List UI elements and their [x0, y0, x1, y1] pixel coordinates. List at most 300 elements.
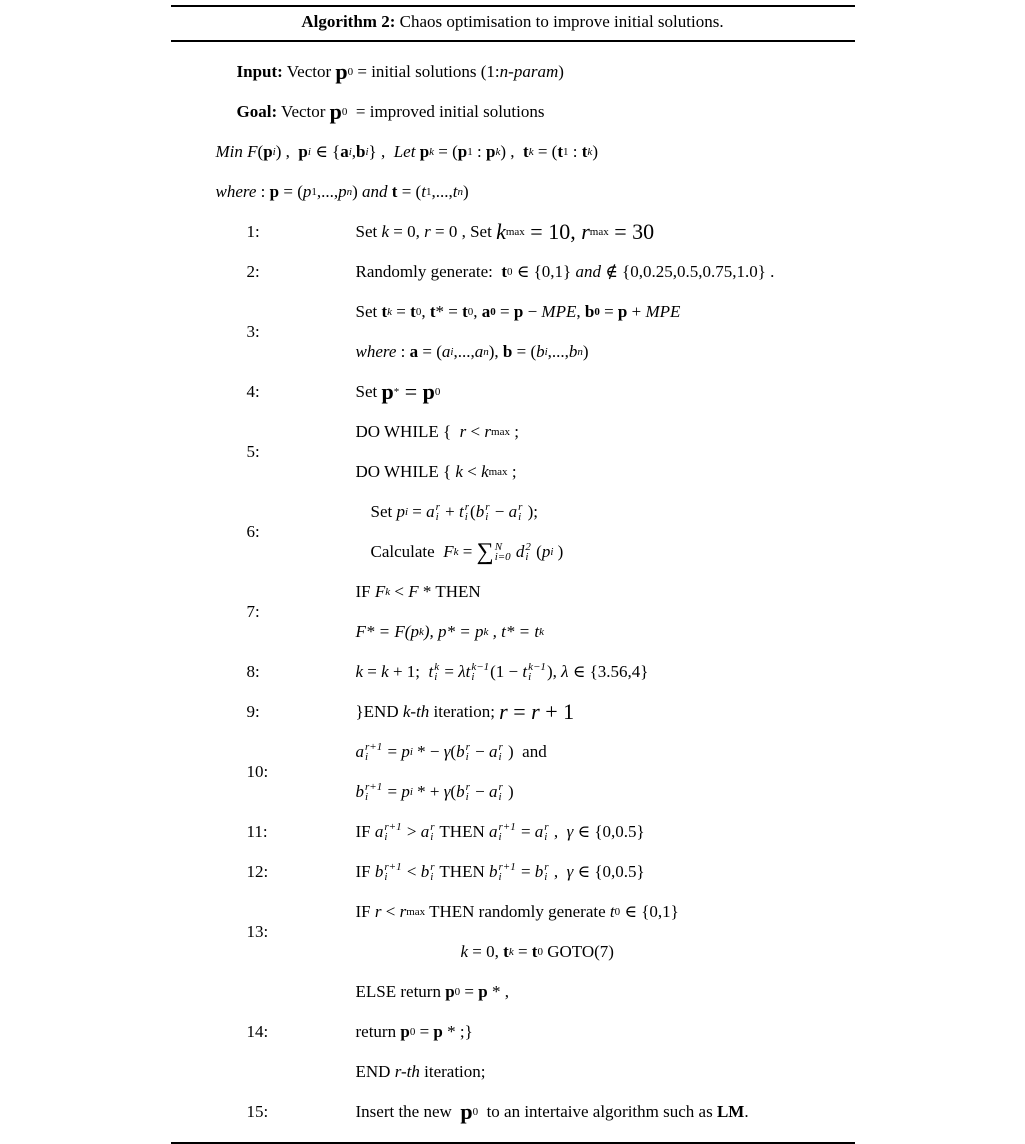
text-token: p — [396, 501, 405, 521]
text-token: ∈ {0,1} — [512, 261, 576, 281]
row-number: 4: — [246, 381, 260, 401]
text-token: a — [488, 781, 498, 801]
text-token: p — [486, 141, 496, 161]
row-line — [356, 576, 855, 607]
row-number-column — [171, 416, 356, 496]
text-token: where — [215, 181, 257, 201]
text-token: ,..., — [547, 341, 569, 361]
text-token: and — [362, 181, 388, 201]
text-token: DO WHILE { — [355, 461, 456, 481]
text-token: a — [488, 741, 498, 761]
text-token: 1 — [563, 145, 569, 158]
text-token: b — [355, 781, 364, 801]
text-token: p — [338, 181, 347, 201]
text-token: r — [499, 698, 508, 724]
row-number-column — [171, 856, 356, 896]
text-token: k — [528, 145, 534, 158]
math-stack: r i — [544, 860, 549, 883]
text-token: = — [458, 541, 477, 561]
text-token: p — [422, 378, 435, 404]
row-number: 12: — [246, 861, 269, 881]
text-token: t — [459, 501, 464, 521]
text-token: MPE — [541, 301, 577, 321]
text-token: max — [589, 225, 609, 238]
text-token: γ — [566, 861, 574, 881]
text-token: b — [356, 141, 366, 161]
row-line — [356, 376, 855, 407]
preamble-line — [171, 176, 855, 207]
row-line — [356, 736, 855, 767]
text-token: = — [415, 1021, 434, 1041]
math-stack: r i — [464, 500, 470, 523]
text-token: p — [419, 141, 430, 161]
math-stack: r i — [485, 500, 490, 523]
text-token: Set — [370, 501, 397, 521]
text-token: = ( — [512, 341, 537, 361]
row-number: 15: — [246, 1101, 269, 1121]
row-number: 8: — [246, 661, 260, 681]
text-token: ), — [488, 341, 503, 361]
text-token: n-param — [499, 61, 559, 81]
text-token: k — [385, 585, 391, 598]
row-lines — [356, 216, 855, 256]
text-token: 0 — [409, 1025, 416, 1038]
text-token: p — [263, 141, 273, 161]
text-token: − — [470, 741, 489, 761]
row-number-column — [171, 736, 356, 816]
text-token: * THEN — [418, 581, 481, 601]
text-token: : — [396, 341, 410, 361]
text-token: n — [346, 185, 353, 198]
row-number-column — [171, 216, 356, 256]
row-number-column — [171, 256, 356, 296]
text-token: Set — [355, 221, 382, 241]
text-token: * − — [412, 741, 444, 761]
math-stack: r i — [465, 740, 470, 763]
text-token: k — [381, 661, 389, 681]
text-token: = 0 , Set — [430, 221, 497, 241]
text-token: ,..., — [431, 181, 453, 201]
math-stack: r i — [518, 500, 523, 523]
text-token: t — [429, 301, 436, 321]
text-token: n — [483, 345, 489, 358]
text-token: ) — [503, 781, 514, 801]
text-token: p — [381, 378, 394, 404]
text-token: ∑ — [476, 538, 494, 565]
algorithm-row — [171, 896, 855, 976]
row-line — [356, 656, 855, 687]
row-lines — [356, 576, 855, 656]
text-token: k — [481, 461, 489, 481]
text-token: i — [365, 145, 369, 158]
text-token: ∈ {0,1} — [620, 901, 679, 921]
text-token: = 30 — [608, 218, 655, 244]
algorithm-title — [171, 7, 855, 40]
text-token: * + — [412, 781, 444, 801]
row-line — [356, 296, 855, 327]
text-token: < — [402, 861, 421, 881]
text-token: + 1 — [539, 698, 575, 724]
text-token: a — [374, 821, 384, 841]
text-token: Vector — [277, 101, 330, 121]
text-token: } , — [368, 141, 394, 161]
text-token: k — [483, 625, 489, 638]
text-token: p — [541, 541, 551, 561]
row-line — [356, 496, 855, 527]
text-token: b — [420, 861, 430, 881]
text-token: = — [399, 378, 423, 404]
text-token: , — [576, 301, 585, 321]
text-token: = — [599, 301, 618, 321]
row-number: 9: — [246, 701, 260, 721]
text-token: F — [443, 541, 454, 561]
text-token: = — [363, 661, 382, 681]
text-token: k-th — [402, 701, 430, 721]
row-lines — [356, 816, 855, 856]
row-lines — [356, 736, 855, 816]
text-token: max — [491, 425, 510, 438]
algorithm-row — [171, 376, 855, 416]
text-token: ,..., — [316, 181, 339, 201]
text-token: MPE — [645, 301, 681, 321]
algorithm-preamble — [171, 42, 855, 207]
text-token: Min F — [215, 141, 258, 161]
text-token: t — [452, 181, 458, 201]
row-lines — [356, 496, 855, 576]
text-token: ) — [582, 341, 589, 361]
text-token: = — [513, 941, 532, 961]
text-token: ; — [509, 421, 519, 441]
text-token: γ — [443, 781, 451, 801]
preamble-line — [171, 136, 855, 167]
text-token: = 0, — [468, 941, 504, 961]
row-number-column — [171, 656, 356, 696]
row-line — [356, 1016, 855, 1047]
algorithm-row — [171, 256, 855, 296]
text-token: 0 — [594, 305, 600, 318]
text-token: Calculate — [370, 541, 444, 561]
text-token: t — [557, 141, 564, 161]
algorithm-title-label: Algorithm 2: — [301, 12, 396, 31]
text-token: i — [550, 545, 554, 558]
row-line — [356, 336, 855, 367]
algorithm-row — [171, 576, 855, 656]
text-token: n — [457, 185, 463, 198]
text-token: b — [584, 301, 595, 321]
text-token: k — [429, 145, 435, 158]
text-token: a — [534, 821, 544, 841]
algorithm-row — [171, 816, 855, 856]
row-lines — [356, 896, 855, 976]
text-token: a — [441, 341, 451, 361]
text-token: = 0, — [389, 221, 425, 241]
row-number-column — [171, 816, 356, 856]
text-token: t — [523, 141, 529, 161]
text-token: k — [418, 625, 424, 638]
text-token: and — [522, 741, 547, 761]
text-token: b — [568, 341, 578, 361]
text-token: = ( — [533, 141, 558, 161]
text-token: IF — [355, 821, 375, 841]
math-stack: r i — [498, 780, 503, 803]
text-token: THEN — [435, 821, 489, 841]
text-token: ( — [450, 741, 457, 761]
text-token: IF — [355, 901, 375, 921]
text-token: a — [426, 501, 435, 521]
text-token: a — [481, 301, 491, 321]
text-token: a — [420, 821, 430, 841]
text-token: * = — [505, 621, 535, 641]
text-token: 1 — [425, 185, 432, 198]
text-token: t — [501, 621, 506, 641]
text-token: p — [401, 781, 410, 801]
text-token: r — [399, 901, 407, 921]
text-token: + — [440, 501, 460, 521]
text-token: iteration; — [429, 701, 500, 721]
text-token: r — [484, 421, 492, 441]
text-token: where — [355, 341, 397, 361]
text-token: i — [307, 145, 311, 158]
math-stack: r i — [430, 860, 435, 883]
text-token: = — [460, 981, 479, 1001]
text-token: p — [457, 141, 468, 161]
text-token: , — [549, 861, 567, 881]
math-stack: 2 i — [525, 540, 531, 563]
text-token: ), — [423, 621, 438, 641]
text-token: r — [581, 218, 590, 244]
text-token: t — [503, 941, 509, 961]
text-token: : — [472, 141, 486, 161]
text-token: F — [394, 621, 405, 641]
text-token: b — [534, 861, 544, 881]
text-token: Let — [393, 141, 416, 161]
row-number: 5: — [246, 441, 260, 461]
text-token: λ — [561, 661, 569, 681]
text-token: 0 — [341, 105, 348, 118]
math-stack: r+1 i — [384, 860, 402, 883]
text-token: k — [460, 941, 469, 961]
row-line — [356, 416, 855, 447]
text-token: k — [381, 221, 390, 241]
text-token: 0 — [347, 65, 354, 78]
text-token: p — [513, 301, 524, 321]
text-token: 0 — [434, 385, 441, 398]
text-token: ) — [462, 181, 469, 201]
text-token: Set — [355, 301, 382, 321]
text-token: γ — [443, 741, 451, 761]
text-token: , — [351, 141, 356, 161]
text-token: − — [523, 301, 542, 321]
text-token: max — [505, 225, 525, 238]
math-stack: k i — [434, 660, 440, 683]
math-stack: r+1 i — [384, 820, 402, 843]
text-token: LM — [716, 1101, 745, 1121]
text-token: b — [488, 861, 498, 881]
text-token: ) — [503, 741, 523, 761]
text-token: 0 — [490, 305, 496, 318]
text-token: , — [473, 301, 482, 321]
text-token: i — [272, 145, 276, 158]
text-token: F — [408, 581, 419, 601]
math-stack: r+1 i — [498, 820, 516, 843]
row-line — [356, 696, 855, 727]
row-number: 7: — [246, 601, 260, 621]
text-token: k — [496, 218, 506, 244]
text-token: k — [587, 145, 593, 158]
text-token: ∈ {0,0.5} — [573, 861, 645, 881]
row-line — [356, 976, 855, 1007]
text-token: , — [549, 821, 567, 841]
text-token: p — [478, 981, 488, 1001]
text-token: ) — [553, 541, 564, 561]
text-token: max — [488, 465, 508, 478]
text-token: 1 — [311, 185, 317, 198]
text-token: < — [390, 581, 409, 601]
text-token: F — [374, 581, 386, 601]
math-stack: r i — [465, 780, 470, 803]
text-token: ,..., — [453, 341, 475, 361]
row-line — [356, 816, 855, 847]
preamble-line — [171, 96, 855, 127]
row-number-column — [171, 376, 356, 416]
text-token: d — [515, 541, 525, 561]
row-line — [356, 776, 855, 807]
row-number: 13: — [246, 921, 269, 941]
text-token: r — [531, 698, 540, 724]
text-token: IF — [355, 581, 375, 601]
text-token: t — [421, 181, 426, 201]
text-token: = ( — [434, 141, 458, 161]
math-stack: r i — [544, 820, 549, 843]
row-lines — [356, 1096, 855, 1136]
text-token: t — [465, 661, 471, 681]
row-line — [356, 856, 855, 887]
text-token: ( — [470, 501, 476, 521]
text-token: − — [470, 781, 489, 801]
text-token: p — [460, 1098, 473, 1124]
text-token: p — [302, 181, 312, 201]
text-token: i — [544, 345, 548, 358]
text-token: + — [627, 301, 646, 321]
text-token: a — [340, 141, 349, 161]
text-token: < — [462, 461, 482, 481]
text-token: p — [410, 621, 419, 641]
text-token: b — [456, 741, 465, 761]
text-token: p — [335, 58, 348, 84]
text-token: r-th — [394, 1061, 420, 1081]
row-number-column — [171, 976, 356, 1096]
text-token: THEN randomly generate — [425, 901, 610, 921]
row-number: 6: — [246, 521, 260, 541]
math-stack: N i=0 — [494, 540, 511, 563]
row-line — [356, 216, 855, 247]
text-token: ) — [352, 181, 363, 201]
text-token: p — [433, 1021, 443, 1041]
text-token: r — [459, 421, 467, 441]
text-token: = ( — [279, 181, 303, 201]
text-token: k — [508, 945, 514, 958]
text-token: . — [744, 1101, 749, 1121]
row-lines — [356, 256, 855, 296]
text-token: > — [402, 821, 421, 841]
text-token: b — [456, 781, 465, 801]
row-number: 1: — [246, 221, 260, 241]
text-token: , — [421, 301, 430, 321]
row-line — [356, 456, 855, 487]
math-stack: r+1 i — [365, 740, 383, 763]
text-token: p — [298, 141, 308, 161]
text-token: p — [438, 621, 447, 641]
text-token: ∈ { — [310, 141, 341, 161]
text-token: k — [355, 661, 364, 681]
text-token: and — [575, 261, 601, 281]
text-token: Goal: — [236, 101, 278, 121]
row-lines — [356, 976, 855, 1096]
algorithm-row — [171, 216, 855, 256]
text-token: t — [428, 661, 434, 681]
text-token: t — [501, 261, 508, 281]
text-token: ), — [546, 661, 562, 681]
text-token: i — [409, 745, 413, 758]
text-token: a — [508, 501, 518, 521]
text-token: ( — [404, 621, 411, 641]
text-token: 0 — [472, 1105, 479, 1118]
text-token: max — [406, 905, 426, 918]
text-token: 0 — [454, 985, 461, 998]
row-line — [356, 536, 855, 567]
text-token: ) — [558, 61, 564, 81]
text-token: * = — [435, 301, 463, 321]
text-token: + 1; — [388, 661, 429, 681]
text-token: k — [455, 461, 463, 481]
text-token: k — [495, 145, 501, 158]
text-token: = — [495, 301, 514, 321]
text-token: ∉ {0,0.25,0.5,0.75,1.0} . — [600, 261, 775, 281]
text-token: p — [445, 981, 455, 1001]
row-number-column — [171, 896, 356, 976]
text-token: p — [474, 621, 484, 641]
text-token: ); — [523, 501, 538, 521]
text-token: a — [409, 341, 419, 361]
text-token: p — [617, 301, 628, 321]
text-token: = initial solutions (1: — [353, 61, 500, 81]
algorithm-steps — [171, 216, 855, 1136]
text-token: ( — [531, 541, 542, 561]
text-token: * — [393, 385, 400, 398]
text-token: t — [609, 901, 615, 921]
text-token: b — [374, 861, 384, 881]
row-lines — [356, 296, 855, 376]
row-number: 2: — [246, 261, 260, 281]
algorithm-title-text: Chaos optimisation to improve initial solutions. — [395, 12, 724, 31]
row-line — [356, 256, 855, 287]
text-token: ; — [507, 461, 517, 481]
text-token: (1 − — [490, 661, 523, 681]
text-token: * ;} — [442, 1021, 473, 1041]
text-token: = — [408, 501, 427, 521]
text-token: ) — [592, 141, 598, 161]
text-token: a — [474, 341, 484, 361]
text-token: − — [490, 501, 509, 521]
text-token: < — [466, 421, 485, 441]
row-number: 10: — [246, 761, 269, 781]
text-token: = ( — [418, 341, 442, 361]
text-token: p — [401, 741, 410, 761]
text-token: F — [355, 621, 366, 641]
text-token: ) , — [275, 141, 299, 161]
text-token: * = — [446, 621, 475, 641]
text-token: t — [534, 621, 540, 641]
